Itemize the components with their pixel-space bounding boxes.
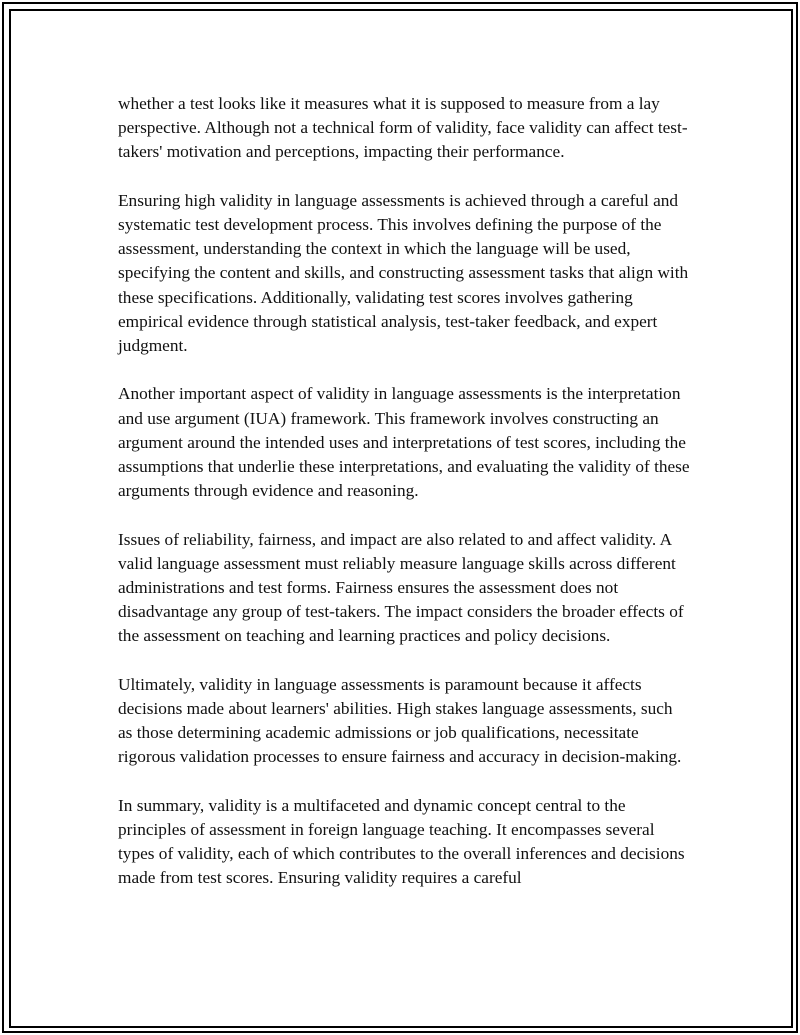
paragraph-summary: In summary, validity is a multifaceted and dynamic concept central to the principles of assessment in foreign language teaching. It encompasses several types of validity, each of which contributes to the overall inferences and decisions made from test scores. Ensuring validity requires a careful [118, 795, 685, 888]
paragraph-face-validity: whether a test looks like it measures what it is supposed to measure from a lay perspective. Although not a technical form of validity, face validity can affect test-takers' motivation and perceptions, impacting their performance. [118, 94, 688, 162]
paragraph-test-development: Ensuring high validity in language assessments is achieved through a careful and systematic test development process. This involves defining the purpose of the assessment, understanding the context in which the language will be used, specifying the content and skills, and constructing assessment tasks that align with these specifications. Additionally, validating test scores involves gathering empirical evidence through statistical analysis, test-taker feedback, and expert judgment. [118, 190, 689, 356]
paragraph-iua-framework: Another important aspect of validity in language assessments is the interpretation and use argument (IUA) framework. This framework involves constructing an argument around the intended uses and interpretations of test scores, including the assumptions that underlie these interpretations, and evaluating the validity of these arguments through evidence and reasoning. [118, 384, 690, 501]
document-body [118, 92, 690, 915]
paragraph-high-stakes: Ultimately, validity in language assessments is paramount because it affects decisions made about learners' abilities. High stakes language assessments, such as those determining academic admissions or job qualifications, necessitate rigorous validation processes to ensure fairness and accuracy in decision-making. [118, 674, 682, 767]
paragraph-reliability-fairness: Issues of reliability, fairness, and impact are also related to and affect validity. A valid language assessment must reliably measure language skills across different administrations and test forms. Fairness ensures the assessment does not disadvantage any group of test-takers. The impact considers the broader effects of the assessment on teaching and learning practices and policy decisions. [118, 529, 684, 646]
